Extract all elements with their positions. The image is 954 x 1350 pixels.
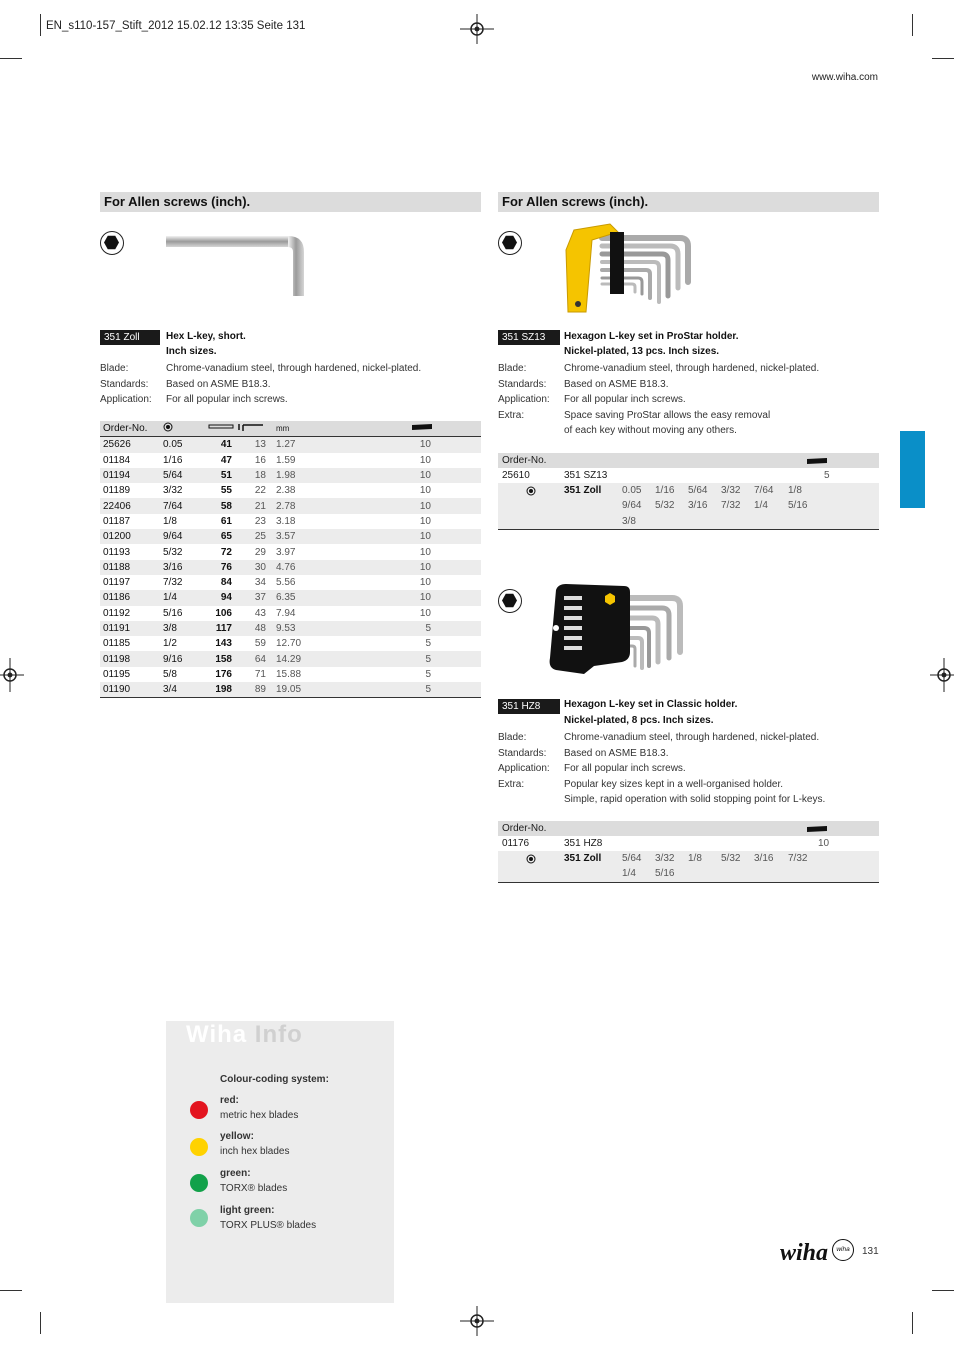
color-name: red: xyxy=(220,1095,239,1106)
size-mm: 14.29 xyxy=(266,651,316,666)
pack-qty: 10 xyxy=(397,560,481,575)
hex-size: 9/16 xyxy=(163,651,205,666)
hex-size-icon xyxy=(526,486,536,496)
short-arm: 43 xyxy=(254,607,266,619)
table-row xyxy=(100,468,481,483)
size-mm: 1.59 xyxy=(276,454,296,466)
spacer xyxy=(316,498,397,513)
hex-size: 7/32 xyxy=(163,577,183,589)
order-no: 01198 xyxy=(100,651,163,666)
hex-size: 1/4 xyxy=(163,590,205,605)
spec-value: Chrome-vanadium steel, through hardened, nickel-plated. xyxy=(564,363,820,374)
spacer xyxy=(316,606,397,621)
size-value: 5/16 xyxy=(788,500,808,512)
short-arm: 16 xyxy=(254,454,266,466)
size-mm: 7.94 xyxy=(276,607,296,619)
size-mm: 6.35 xyxy=(266,590,316,605)
size-mm: 3.57 xyxy=(266,529,316,544)
size-value: 7/32 xyxy=(721,500,741,512)
crop-mark xyxy=(40,1312,41,1334)
spacer xyxy=(316,560,397,575)
order-no: 01189 xyxy=(103,485,131,497)
pack-qty: 5 xyxy=(425,668,431,680)
hex-size: 3/8 xyxy=(163,621,205,636)
short-arm: 37 xyxy=(232,590,266,605)
short-arm: 23 xyxy=(254,515,266,527)
size-value: 1/8 xyxy=(688,853,702,864)
table-row xyxy=(100,590,481,605)
spacer xyxy=(316,575,397,590)
color-desc: metric hex blades xyxy=(220,1110,299,1121)
product-subtitle: Inch sizes. xyxy=(166,346,217,357)
short-arm: 71 xyxy=(254,668,266,680)
crop-mark xyxy=(932,1290,954,1291)
pack-qty: 10 xyxy=(397,498,481,513)
order-no: 01186 xyxy=(100,590,163,605)
hex-size: 1/16 xyxy=(163,454,183,466)
length: 176 xyxy=(215,668,232,680)
order-no: 01197 xyxy=(103,577,131,589)
color-desc: TORX PLUS® blades xyxy=(220,1220,317,1231)
spacer xyxy=(316,544,397,559)
spec-list xyxy=(498,361,878,441)
spec-value: Chrome-vanadium steel, through hardened, nickel-plated. xyxy=(166,363,422,374)
size-value: 5/32 xyxy=(721,853,741,864)
color-desc: TORX® blades xyxy=(220,1183,288,1194)
size-value: 5/64 xyxy=(622,853,642,864)
pack-qty: 10 xyxy=(397,468,481,483)
crop-mark xyxy=(912,14,913,36)
spacer xyxy=(316,514,397,529)
hex-socket-icon xyxy=(498,231,522,255)
table-row xyxy=(100,667,481,682)
pack-qty-header-icon xyxy=(397,421,481,437)
order-no: 01190 xyxy=(100,682,163,698)
size-mm: 19.05 xyxy=(266,682,316,698)
spec-value: of each key without moving any others. xyxy=(564,425,737,436)
hex-size: 1/8 xyxy=(163,515,177,527)
crop-mark xyxy=(0,1290,22,1291)
order-no-header: Order-No. xyxy=(100,421,163,437)
table-row xyxy=(100,560,481,575)
spacer xyxy=(316,621,397,636)
spacer xyxy=(316,468,397,483)
spacer xyxy=(316,483,397,498)
length: 94 xyxy=(205,590,232,605)
l-key-image xyxy=(164,232,309,300)
pack-qty: 5 xyxy=(425,638,431,650)
spec-label: Application: xyxy=(100,394,152,405)
order-no: 01193 xyxy=(103,546,131,558)
spacer xyxy=(316,636,397,651)
pack-qty: 10 xyxy=(397,437,481,453)
size-value: 7/64 xyxy=(754,485,774,496)
table-header-row xyxy=(100,421,481,437)
article-badge: 351 Zoll xyxy=(100,330,160,345)
size-mm: 15.88 xyxy=(276,668,302,680)
product-subtitle: Nickel-plated, 8 pcs. Inch sizes. xyxy=(564,715,714,726)
size-value: 5/64 xyxy=(688,485,708,496)
short-arm: 30 xyxy=(232,560,266,575)
registration-mark-icon xyxy=(460,14,494,44)
pack-qty-header-icon xyxy=(806,457,828,465)
chapter-tab xyxy=(900,431,925,508)
short-arm: 48 xyxy=(232,621,266,636)
pack-qty: 10 xyxy=(419,607,431,619)
red-color-dot xyxy=(190,1101,208,1119)
classic-holder-set-image xyxy=(546,582,686,678)
spec-value: Chrome-vanadium steel, through hardened, nickel-plated. xyxy=(564,732,820,743)
length: 55 xyxy=(220,485,232,497)
pack-qty: 5 xyxy=(397,621,481,636)
size-value: 3/16 xyxy=(688,500,708,512)
spec-label: Application: xyxy=(498,763,550,774)
order-no: 01184 xyxy=(103,454,131,466)
length: 47 xyxy=(220,454,232,466)
contents-name: 351 Zoll xyxy=(564,485,602,496)
table-row xyxy=(100,498,481,513)
size-value: 3/32 xyxy=(655,853,675,864)
table-row xyxy=(100,606,481,621)
hex-size: 1/2 xyxy=(163,638,177,650)
length: 143 xyxy=(215,638,232,650)
table-header-row xyxy=(498,453,879,468)
length: 198 xyxy=(205,682,232,698)
spec-value: Space saving ProStar allows the easy removal xyxy=(564,409,771,421)
length: 117 xyxy=(205,621,232,636)
size-mm: 4.76 xyxy=(266,560,316,575)
length: 51 xyxy=(205,468,232,483)
table-header-row xyxy=(498,821,879,836)
product-title: Hexagon L-key set in Classic holder. xyxy=(564,699,738,710)
spec-value: Based on ASME B18.3. xyxy=(564,378,669,390)
order-no: 01191 xyxy=(100,621,163,636)
pack-qty: 10 xyxy=(419,577,431,589)
product-title: Hex L-key, short. xyxy=(166,331,246,342)
table-row xyxy=(100,636,481,651)
set-contents-row xyxy=(498,851,879,882)
order-no: 01187 xyxy=(103,515,131,527)
size-value: 0.05 xyxy=(622,485,642,496)
size-value: 1/8 xyxy=(788,485,802,496)
spacer xyxy=(316,453,397,468)
product-subtitle: Nickel-plated, 13 pcs. Inch sizes. xyxy=(564,346,720,357)
set-name: 351 SZ13 xyxy=(564,470,608,481)
length: 61 xyxy=(220,515,232,527)
registration-mark-icon xyxy=(0,658,24,692)
order-no: 01188 xyxy=(100,560,163,575)
pack-qty: 10 xyxy=(419,515,431,527)
spec-list xyxy=(100,361,480,409)
spec-value: Based on ASME B18.3. xyxy=(564,747,669,759)
info-title xyxy=(186,1021,303,1049)
order-no-header: Order-No. xyxy=(502,455,547,466)
article-badge: 351 SZ13 xyxy=(498,330,560,345)
size-mm: 2.38 xyxy=(276,485,296,497)
spec-value: For all popular inch screws. xyxy=(166,394,288,405)
set-name: 351 HZ8 xyxy=(564,838,603,849)
pack-qty: 10 xyxy=(397,529,481,544)
green-color-dot xyxy=(190,1174,208,1192)
spec-label: Blade: xyxy=(498,732,527,743)
hex-size-header-icon xyxy=(163,421,205,437)
prostar-set-image xyxy=(562,220,696,316)
crop-mark xyxy=(40,14,41,36)
registration-mark-icon xyxy=(930,658,954,692)
color-name: green: xyxy=(220,1168,251,1179)
short-arm: 34 xyxy=(254,577,266,589)
color-name: yellow: xyxy=(220,1131,254,1142)
crop-mark xyxy=(912,1312,913,1334)
order-no: 01200 xyxy=(100,529,163,544)
table-row xyxy=(100,575,481,590)
pack-qty: 10 xyxy=(419,485,431,497)
hex-size: 5/16 xyxy=(163,607,183,619)
spec-label: Extra: xyxy=(498,409,525,421)
order-no: 01185 xyxy=(103,638,131,650)
size-value: 3/16 xyxy=(754,853,774,864)
contents-name: 351 Zoll xyxy=(564,853,602,864)
table-row xyxy=(498,836,879,851)
size-value: 1/4 xyxy=(754,500,768,512)
info-title-word: Info xyxy=(254,1021,303,1048)
spec-label: Standards: xyxy=(100,378,149,390)
size-mm: 1.27 xyxy=(266,437,316,453)
pack-qty: 5 xyxy=(397,682,481,698)
length: 84 xyxy=(220,577,232,589)
size-mm: 3.97 xyxy=(276,546,296,558)
light-green-color-dot xyxy=(190,1209,208,1227)
spec-label: Standards: xyxy=(498,747,547,759)
page-number: 131 xyxy=(862,1246,879,1257)
order-no: 22406 xyxy=(100,498,163,513)
crop-mark xyxy=(932,58,954,59)
spacer xyxy=(316,590,397,605)
section-heading-right: For Allen screws (inch). xyxy=(498,192,879,212)
short-arm: 25 xyxy=(232,529,266,544)
table-row xyxy=(100,453,481,468)
crop-mark xyxy=(0,58,22,59)
size-mm: 9.53 xyxy=(266,621,316,636)
spec-value: For all popular inch screws. xyxy=(564,394,686,405)
size-mm: 2.78 xyxy=(266,498,316,513)
short-arm: 64 xyxy=(232,651,266,666)
table-row xyxy=(100,514,481,529)
wiha-badge-icon: wiha xyxy=(832,1239,854,1261)
spec-label: Application: xyxy=(498,394,550,405)
spec-value: Simple, rapid operation with solid stopping point for L-keys. xyxy=(564,794,826,805)
hex-size: 3/32 xyxy=(163,485,183,497)
pack-qty: 10 xyxy=(397,590,481,605)
website-url[interactable]: www.wiha.com xyxy=(811,72,878,83)
set-contents-row xyxy=(498,483,879,529)
spacer xyxy=(316,529,397,544)
order-no: 01192 xyxy=(103,607,131,619)
spacer xyxy=(316,682,397,698)
order-table xyxy=(100,421,481,698)
hex-size: 5/64 xyxy=(163,468,205,483)
hex-size: 3/16 xyxy=(163,560,205,575)
size-value: 3/8 xyxy=(622,515,636,527)
color-name: light green: xyxy=(220,1205,275,1216)
table-row xyxy=(100,621,481,636)
print-slug: EN_s110-157_Stift_2012 15.02.12 13:35 Seite 131 xyxy=(46,20,306,32)
table-row xyxy=(100,651,481,666)
spec-label: Extra: xyxy=(498,778,525,790)
table-row xyxy=(498,468,879,483)
order-no-header: Order-No. xyxy=(502,823,547,834)
spacer xyxy=(316,437,397,453)
hex-size: 7/64 xyxy=(163,498,205,513)
size-value: 1/4 xyxy=(622,868,636,880)
order-no: 25626 xyxy=(100,437,163,453)
order-no: 01195 xyxy=(103,668,131,680)
size-mm: 12.70 xyxy=(276,638,302,650)
hex-size: 5/8 xyxy=(163,668,177,680)
spec-list xyxy=(498,730,878,810)
length: 65 xyxy=(205,529,232,544)
spec-label: Blade: xyxy=(100,363,129,374)
pack-qty: 10 xyxy=(419,546,431,558)
short-arm: 18 xyxy=(232,468,266,483)
mm-header: mm xyxy=(266,421,316,437)
size-value: 5/32 xyxy=(655,500,675,512)
table-row xyxy=(100,483,481,498)
hex-size: 9/64 xyxy=(163,529,205,544)
short-arm: 21 xyxy=(232,498,266,513)
size-mm: 3.18 xyxy=(276,515,296,527)
spec-label: Blade: xyxy=(498,363,527,374)
color-desc: inch hex blades xyxy=(220,1146,290,1157)
short-arm: 13 xyxy=(232,437,266,453)
pack-qty: 10 xyxy=(818,838,830,849)
size-value: 1/16 xyxy=(655,485,675,496)
order-no: 25610 xyxy=(502,470,530,481)
set-order-table xyxy=(498,821,879,883)
hex-size-icon xyxy=(526,854,536,864)
hex-size: 5/32 xyxy=(163,546,183,558)
hex-socket-icon xyxy=(498,589,522,613)
pack-qty-header-icon xyxy=(806,825,828,833)
spec-value: Popular key sizes kept in a well-organised holder. xyxy=(564,778,784,790)
order-no: 01194 xyxy=(100,468,163,483)
hex-size: 3/4 xyxy=(163,682,205,698)
size-value: 3/32 xyxy=(721,485,741,496)
hex-size: 0.05 xyxy=(163,437,205,453)
info-title-brand: Wiha xyxy=(186,1021,248,1048)
pack-qty: 10 xyxy=(419,454,431,466)
size-mm: 1.98 xyxy=(266,468,316,483)
short-arm: 29 xyxy=(254,546,266,558)
size-value: 7/32 xyxy=(788,853,808,864)
length: 106 xyxy=(215,607,232,619)
size-mm: 5.56 xyxy=(276,577,296,589)
wiha-logo: wiha xyxy=(780,1240,829,1266)
product-title: Hexagon L-key set in ProStar holder. xyxy=(564,331,739,342)
short-arm: 22 xyxy=(254,485,266,497)
table-row xyxy=(100,529,481,544)
order-no: 01176 xyxy=(502,838,530,849)
table-row xyxy=(100,437,481,453)
short-arm: 59 xyxy=(254,638,266,650)
table-row xyxy=(100,544,481,559)
info-heading: Colour-coding system: xyxy=(220,1074,329,1085)
registration-mark-icon xyxy=(460,1306,494,1336)
length: 72 xyxy=(220,546,232,558)
length: 41 xyxy=(205,437,232,453)
article-badge: 351 HZ8 xyxy=(498,699,560,714)
hex-socket-icon xyxy=(100,231,124,255)
length-header-icon xyxy=(205,421,266,437)
spacer xyxy=(316,651,397,666)
yellow-color-dot xyxy=(190,1138,208,1156)
section-heading-left: For Allen screws (inch). xyxy=(100,192,481,212)
short-arm: 89 xyxy=(232,682,266,698)
spec-value: For all popular inch screws. xyxy=(564,763,686,774)
size-value: 9/64 xyxy=(622,500,642,512)
info-box xyxy=(166,1021,394,1303)
length: 76 xyxy=(205,560,232,575)
spacer xyxy=(316,667,397,682)
set-order-table xyxy=(498,453,879,530)
table-row xyxy=(100,682,481,698)
spec-value: Based on ASME B18.3. xyxy=(166,378,271,390)
spec-label: Standards: xyxy=(498,378,547,390)
pack-qty: 5 xyxy=(824,470,830,481)
length: 58 xyxy=(205,498,232,513)
size-value: 5/16 xyxy=(655,868,675,880)
pack-qty: 5 xyxy=(397,651,481,666)
length: 158 xyxy=(205,651,232,666)
